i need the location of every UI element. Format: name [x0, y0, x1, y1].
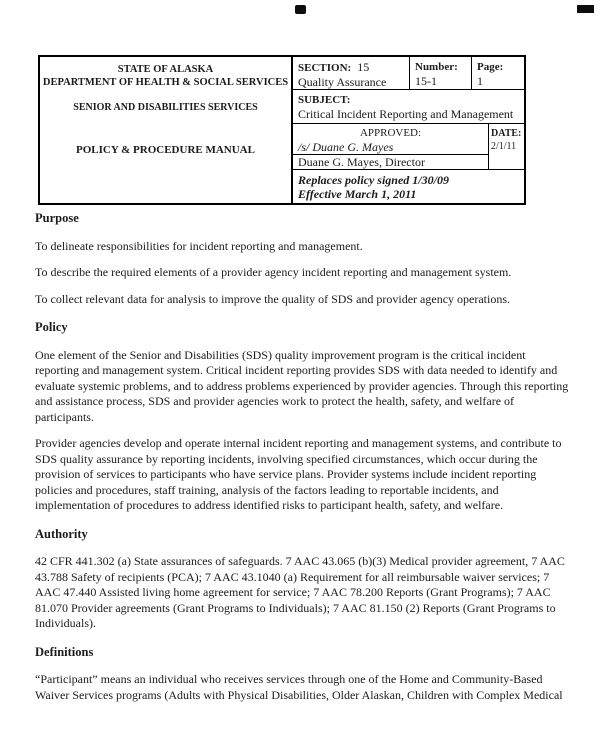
header-row-approved	[293, 124, 524, 170]
manual-title: POLICY & PROCEDURE MANUAL	[76, 144, 255, 156]
paragraph: To describe the required elements of a provider agency incident reporting and management system.	[35, 265, 512, 279]
section-heading-definitions: Definitions	[35, 644, 94, 659]
paragraph: “Participant” means an individual who receives services through one of the Home and Community-Based Waiver Services programs (Adults with Physical Disabilities, Older Alaskan, Children with Complex Medical	[35, 672, 563, 702]
revision-line1: Replaces policy signed 1/30/09	[298, 173, 449, 187]
section-cell	[293, 57, 409, 89]
section-heading-purpose: Purpose	[35, 211, 79, 225]
section-heading-authority: Authority	[35, 526, 88, 541]
subject-value: Critical Incident Reporting and Management	[298, 107, 514, 121]
section-subvalue: Quality Assurance	[298, 75, 387, 89]
number-label: Number:	[415, 61, 458, 73]
paragraph: To delineate responsibilities for incident reporting and management.	[35, 238, 363, 253]
page-value: 1	[477, 74, 483, 88]
revision-line2: Effective March 1, 2011	[298, 187, 417, 201]
document-body	[35, 211, 570, 714]
paragraph: To collect relevant data for analysis to improve the quality of SDS and provider agency operations.	[35, 291, 511, 306]
org-department: DEPARTMENT OF HEALTH & SOCIAL SERVICES	[42, 77, 289, 88]
section-line	[298, 60, 404, 75]
scan-artifact-top-right	[577, 5, 594, 13]
section-heading-policy: Policy	[35, 320, 68, 334]
date-value: 2/1/11	[491, 141, 517, 152]
paragraph: 42 CFR 441.302 (a) State assurances of safeguards. 7 AAC 43.065 (b)(3) Medical provider agreement, 7 AAC 43.788 Safety of recipients (PCA); 7 AAC 43.1040 (a) Requirement for all reimbursable waiver services; 7 AAC 47.440 Assisted living home agreement for service; 7 AAC 78.200 Reports (Grant Programs); 7 AAC 81.070 Provider agreements (Grant Programs to Individuals); 7 AAC 81.150 (2) Reports (Grant Programs to Individuals).	[35, 554, 565, 630]
approved-label: APPROVED:	[359, 127, 422, 139]
paragraph: Provider agencies develop and operate internal incident reporting and management systems, and contribute to SDS quality assurance by reporting incidents, involving specified circumstances, which occur during the provision of services to participants who have service plans. Provider systems include incident reporting policies and procedures, staff training, analysis of the factors leading to reportable incidents, and implementation of procedures to address identified risks to participant health, safety, and welfare.	[35, 436, 562, 512]
org-state: STATE OF ALASKA	[117, 64, 214, 75]
page-cell	[471, 57, 524, 89]
header-right-cells	[293, 57, 524, 203]
header-row-revision	[293, 170, 524, 203]
page-label: Page:	[477, 61, 504, 73]
section-value: 15	[357, 60, 370, 74]
section-label: SECTION:	[298, 62, 352, 74]
header-row-subject	[293, 90, 524, 124]
approved-signer: Duane G. Mayes, Director	[298, 155, 425, 169]
number-value: 15-1	[415, 74, 437, 88]
subject-cell	[293, 90, 524, 123]
revision-cell	[293, 170, 524, 203]
paragraph: One element of the Senior and Disabilities (SDS) quality improvement program is the critical incident reporting and management system. Critical incident reporting provides SDS with data needed to identify and evaluate systemic problems, and to address problems experienced by provider agencies. Through this reporting and assistance process, SDS and provider agencies work to protect the health, safety, and welfare of participants.	[35, 347, 569, 424]
org-division: SENIOR AND DISABILITIES SERVICES	[73, 102, 258, 113]
scan-artifact-top-center	[295, 5, 306, 14]
subject-label: SUBJECT:	[298, 94, 351, 106]
number-cell	[409, 57, 471, 89]
header-table	[38, 55, 526, 205]
header-org-cell	[40, 57, 293, 203]
approved-signature: /s/ Duane G. Mayes	[293, 140, 488, 155]
date-cell	[488, 124, 524, 169]
date-label: DATE:	[491, 128, 522, 139]
header-row-section	[293, 57, 524, 90]
approved-cell	[293, 124, 488, 169]
